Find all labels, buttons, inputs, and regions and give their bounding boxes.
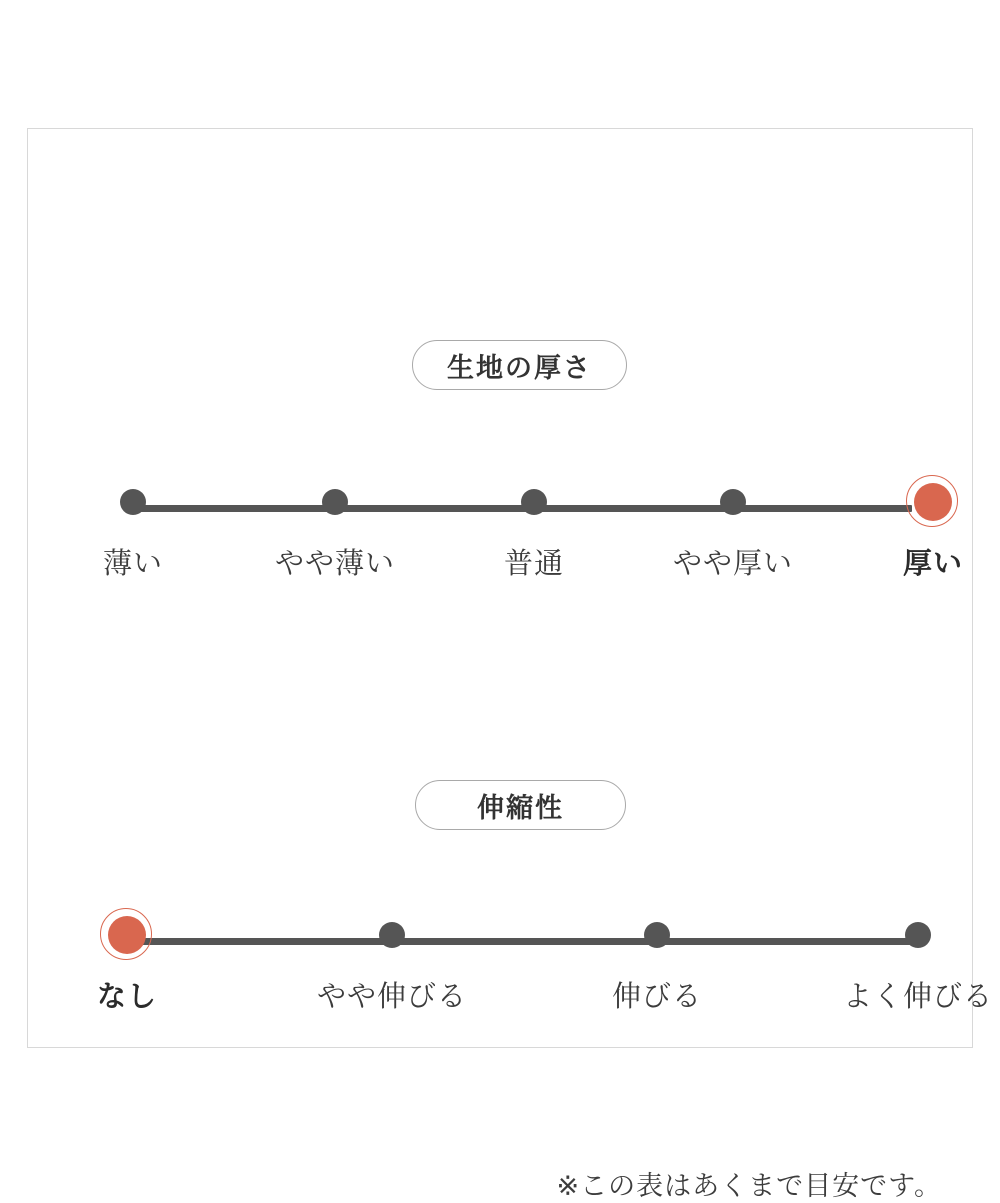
thickness-label-3: やや厚い <box>672 548 794 580</box>
dot-icon <box>720 489 746 515</box>
stretch-track <box>127 938 918 945</box>
stretch-label-0: なし <box>96 981 158 1013</box>
dot-icon <box>905 922 931 948</box>
dot-icon <box>108 916 146 954</box>
stretch-scale <box>76 907 994 1027</box>
thickness-label-4: 厚い <box>902 548 964 580</box>
thickness-label-0: 薄い <box>102 548 164 580</box>
dot-icon <box>379 922 405 948</box>
thickness-label-2: 普通 <box>503 548 565 580</box>
thickness-label-1: やや薄い <box>274 548 396 580</box>
fabric-spec-card <box>27 128 994 1201</box>
footnote-text: ※この表はあくまで目安です。 <box>556 1171 942 1201</box>
stretch-label-2: 伸びる <box>611 981 703 1013</box>
dot-icon <box>521 489 547 515</box>
thickness-scale <box>88 474 968 594</box>
dot-icon <box>914 483 952 521</box>
stretch-label-1: やや伸びる <box>316 981 468 1013</box>
dot-icon <box>322 489 348 515</box>
dot-icon <box>644 922 670 948</box>
stretch-label-3: よく伸びる <box>842 981 994 1013</box>
section-title-thickness: 生地の厚さ <box>412 340 627 390</box>
dot-icon <box>120 489 146 515</box>
section-title-stretch: 伸縮性 <box>415 780 626 830</box>
